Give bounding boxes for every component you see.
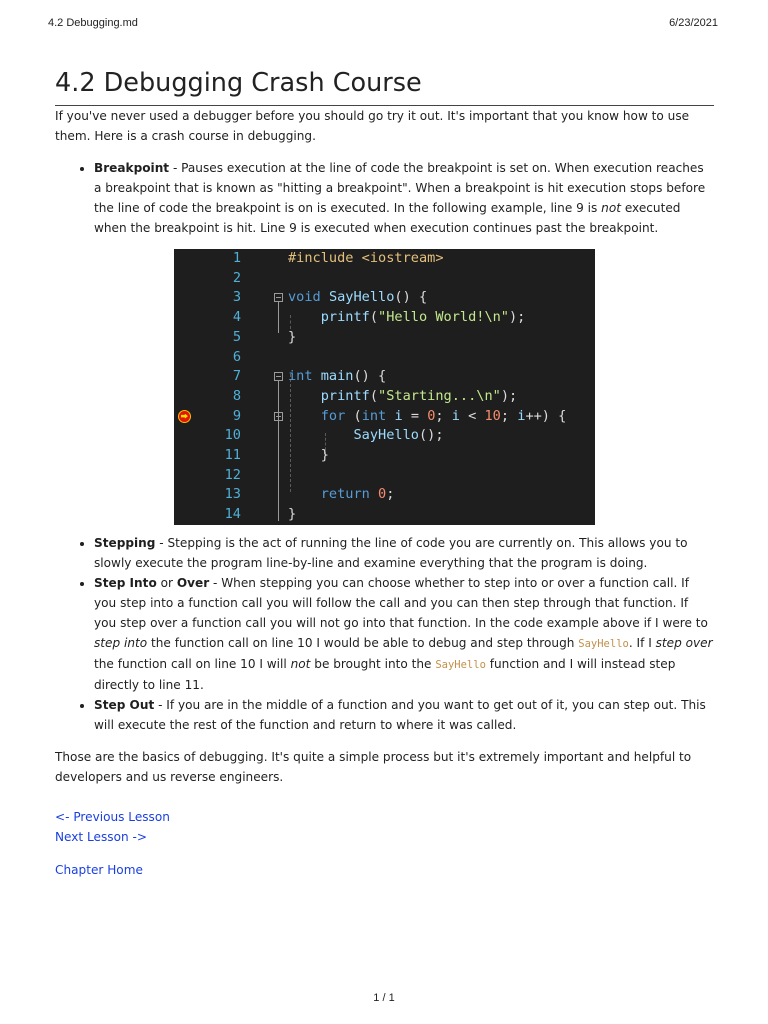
step-into-text-e: be brought into the xyxy=(310,657,436,671)
intro-paragraph: If you've never used a debugger before you should go try it out. It's important that you know how to use them. Here is a crash course in debugging. xyxy=(55,109,690,143)
connector-or: or xyxy=(156,576,177,590)
step-into-text-a: - When stepping you can choose whether to step into or over a function call. If you step into a function call you will follow the call and you can then step through that function. If you step over a function call you will not go into that function. In the code example above if I were to xyxy=(94,576,708,630)
line-number: 3 xyxy=(232,289,241,306)
code-line-7: 7 int main() { xyxy=(174,367,595,387)
line-number: 14 xyxy=(224,506,241,523)
page-title: 4.2 Debugging Crash Course xyxy=(55,64,714,106)
line-number: 12 xyxy=(224,466,241,483)
code-line-13: 13 return 0; xyxy=(174,485,595,505)
line-number: 8 xyxy=(232,387,241,404)
code-line-4: 4 printf("Hello World!\n"); xyxy=(174,308,595,328)
code-line-12 xyxy=(174,466,595,486)
line-number: 7 xyxy=(232,368,241,385)
term-over: Over xyxy=(176,576,210,590)
line-number: 13 xyxy=(224,486,241,503)
code-line-6 xyxy=(174,348,595,368)
print-date: 6/23/2021 xyxy=(669,17,718,29)
line-number: 11 xyxy=(224,447,241,463)
step-out-text: - If you are in the middle of a function and you want to get out of it, you can step out. This will execute the rest of the function and return to where it was called. xyxy=(94,698,706,732)
emphasis-not: not xyxy=(290,657,311,671)
list-item-step-out xyxy=(94,695,714,735)
code-line-1: 1 #include <iostream> xyxy=(174,249,595,269)
inline-code-sayhello: SayHello xyxy=(435,659,486,671)
line-number: 2 xyxy=(232,269,241,286)
line-number: 6 xyxy=(232,348,241,365)
term-step-out: Step Out xyxy=(94,698,155,712)
fold-collapse-icon[interactable] xyxy=(274,412,283,421)
code-line-10: 10 SayHello(); xyxy=(174,426,595,446)
emphasis-step-over: step over xyxy=(655,636,713,650)
document-body xyxy=(55,64,714,880)
fold-collapse-icon[interactable] xyxy=(274,293,283,302)
list-item-stepping xyxy=(94,533,714,573)
breakpoint-text-a: - Pauses execution at the line of code the breakpoint is set on. When execution reaches a breakpoint that is known as "hitting a breakpoint". When a breakpoint is hit execution stops before the line of code the breakpoint is on is executed. In the following example, line 9 is xyxy=(94,161,706,215)
stepping-list xyxy=(55,533,714,735)
emphasis-not: not xyxy=(601,201,621,215)
next-lesson-link[interactable]: Next Lesson -> xyxy=(55,830,147,844)
document-filename: 4.2 Debugging.md xyxy=(48,17,138,29)
page-counter: 1 / 1 xyxy=(373,992,395,1004)
line-number: 10 xyxy=(224,427,241,444)
term-step-into: Step Into xyxy=(94,576,157,590)
line-number: 9 xyxy=(232,407,241,424)
code-line-14: 14 } xyxy=(174,505,595,525)
code-line-8: 8 printf("Starting...\n"); xyxy=(174,387,595,407)
line-number: 5 xyxy=(232,328,241,345)
chapter-home-link[interactable]: Chapter Home xyxy=(55,863,143,877)
line-number: 4 xyxy=(232,309,241,326)
breakpoint-list xyxy=(55,158,714,238)
list-item-breakpoint xyxy=(94,158,714,238)
code-line-11: 11 } xyxy=(174,446,595,466)
fold-collapse-icon[interactable] xyxy=(274,372,283,381)
term-breakpoint: Breakpoint xyxy=(94,161,170,175)
step-into-text-c: . If I xyxy=(628,636,656,650)
code-line-2 xyxy=(174,269,595,289)
emphasis-step-into: step into xyxy=(94,636,148,650)
step-into-text-d: the function call on line 10 I will xyxy=(94,657,291,671)
step-into-text-f: function and I will instead step directly to line 11. xyxy=(94,657,676,692)
inline-code-sayhello: SayHello xyxy=(578,638,629,650)
breakpoint-text-b: executed when the breakpoint is hit. Line 9 is executed when execution continues past the breakpoint. xyxy=(94,201,681,235)
lesson-navigation xyxy=(55,807,714,880)
outro-paragraph: Those are the basics of debugging. It's quite a simple process but it's extremely important and helpful to developers and us reverse engineers. xyxy=(55,750,692,784)
code-line-9: 9 for (int i = 0; i < 10; i++) { xyxy=(174,407,595,427)
list-item-step-into xyxy=(94,573,714,695)
code-screenshot xyxy=(174,249,595,525)
code-line-5: 5 } xyxy=(174,328,595,348)
stepping-text: - Stepping is the act of running the line of code you are currently on. This allows you to slowly execute the program line-by-line and examine everything that the program is doing. xyxy=(94,536,688,570)
line-number: 1 xyxy=(232,250,241,266)
previous-lesson-link[interactable]: <- Previous Lesson xyxy=(55,810,170,824)
breakpoint-arrow-icon[interactable] xyxy=(178,410,191,423)
code-line-3: 3 void SayHello() { xyxy=(174,288,595,308)
step-into-text-b: the function call on line 10 I would be able to debug and step through xyxy=(147,636,579,650)
term-stepping: Stepping xyxy=(94,536,156,550)
